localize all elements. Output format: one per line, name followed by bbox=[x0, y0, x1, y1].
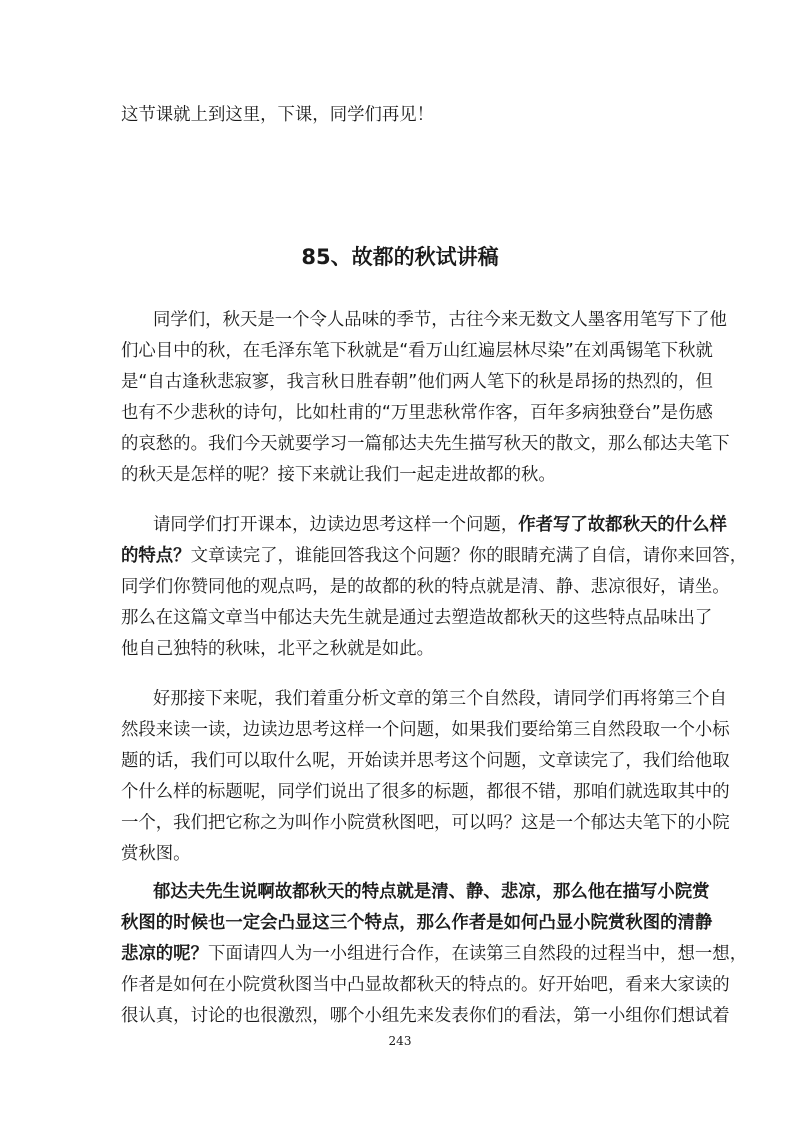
text-line: 那么在这篇文章当中郁达夫先生就是通过去塑造故都秋天的这些特点品味出了 bbox=[121, 608, 713, 628]
text-normal: 文章读完了，谁能回答我这个问题？你的眼睛充满了自信，请你来回答， bbox=[190, 546, 748, 566]
text-line: 也有不少悲秋的诗句，比如杜甫的“万里悲秋常作客，百年多病独登台”是伤感 bbox=[121, 403, 713, 423]
text-line: 秋图的时候也一定会凸显这三个特点，那么作者是如何凸显小院赏秋图的清静 bbox=[121, 913, 713, 933]
text-line: 个什么样的标题呢，同学们说出了很多的标题，都很不错，那咱们就选取其中的 bbox=[121, 782, 730, 802]
text-line: 们心目中的秋，在毛泽东笔下秋就是“看万山红遍层林尽染”在刘禹锡笔下秋就 bbox=[121, 341, 713, 361]
text-line: 同学们，秋天是一个令人品味的季节，古往今来无数文人墨客用笔写下了他 bbox=[153, 310, 727, 330]
text-normal: 下面请四人为一小组进行合作，在读第三自然段的过程当中，想一想， bbox=[207, 944, 748, 964]
text-emphasis: 的特点？ bbox=[121, 546, 191, 566]
text-line: 的哀愁的。我们今天就要学习一篇郁达夫先生描写秋天的散文，那么郁达夫笔下 bbox=[121, 434, 730, 454]
closing-line: 这节课就上到这里，下课，同学们再见！ bbox=[121, 105, 435, 125]
text-line: 题的话，我们可以取什么呢，开始读并思考这个问题，文章读完了，我们给他取 bbox=[121, 751, 730, 771]
text-line: 然段来读一读，边读边思考这样一个问题，如果我们要给第三自然段取一个小标 bbox=[121, 720, 730, 740]
text-emphasis: 悲凉的呢？ bbox=[121, 944, 208, 964]
text-line bbox=[121, 545, 748, 567]
text-line: 是“自古逢秋悲寂寥，我言秋日胜春朝”他们两人笔下的秋是昂扬的热烈的，但 bbox=[121, 372, 713, 392]
text-line: 同学们你赞同他的观点吗，是的故都的秋的特点就是清、静、悲凉很好，请坐。 bbox=[121, 577, 730, 597]
text-line bbox=[153, 514, 727, 536]
text-line: 他自己独特的秋味，北平之秋就是如此。 bbox=[121, 639, 435, 659]
page-title: 85、故都的秋试讲稿 bbox=[301, 245, 499, 269]
page-number: 243 bbox=[388, 1034, 412, 1048]
text-line: 作者是如何在小院赏秋图当中凸显故都秋天的特点的。好开始吧，看来大家读的 bbox=[121, 975, 730, 995]
text-line: 郁达夫先生说啊故都秋天的特点就是清、静、悲凉，那么他在描写小院赏 bbox=[153, 882, 710, 902]
text-line: 的秋天是怎样的呢？接下来就让我们一起走进故都的秋。 bbox=[121, 465, 556, 485]
text-line: 很认真，讨论的也很激烈，哪个小组先来发表你们的看法，第一小组你们想试着 bbox=[121, 1006, 730, 1026]
text-line: 赏秋图。 bbox=[121, 844, 191, 864]
text-line: 一个，我们把它称之为叫作小院赏秋图吧，可以吗？这是一个郁达夫笔下的小院 bbox=[121, 813, 730, 833]
text-line bbox=[121, 943, 748, 965]
text-normal: 请同学们打开课本，边读边思考这样一个问题， bbox=[153, 515, 519, 535]
text-line: 好那接下来呢，我们着重分析文章的第三个自然段，请同学们再将第三个自 bbox=[153, 689, 727, 709]
text-emphasis: 作者写了故都秋天的什么样 bbox=[518, 515, 727, 535]
